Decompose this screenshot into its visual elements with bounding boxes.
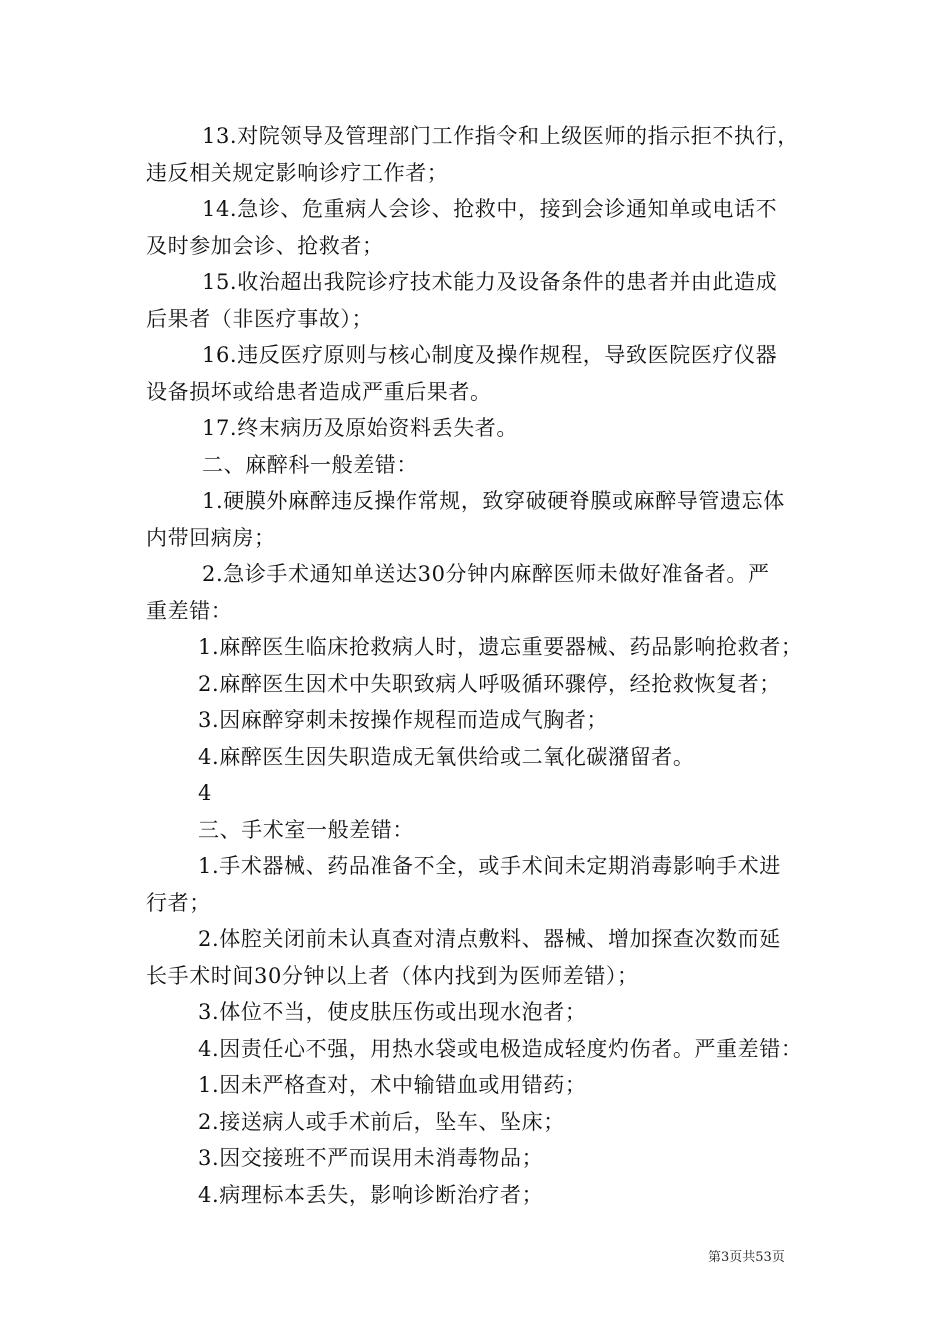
section-heading: 二、麻醉科一般差错： [202,452,418,477]
paragraph-line: 4.麻醉医生因失职造成无氧供给或二氧化碳潴留者。 [198,744,695,769]
paragraph-line: 内带回病房； [146,525,276,550]
paragraph-line: 14.急诊、危重病人会诊、抢救中，接到会诊通知单或电话不 [202,197,778,221]
page-footer-number: 第3页共53页 [708,1250,785,1265]
paragraph-line: 15.收治超出我院诊疗技术能力及设备条件的患者并由此造成 [202,270,778,294]
paragraph-line: 及时参加会诊、抢救者； [146,233,384,258]
paragraph-line: 长手术时间30分钟以上者（体内找到为医师差错）； [146,963,639,988]
paragraph-line: 1.手术器械、药品准备不全，或手术间未定期消毒影响手术进 [198,854,781,878]
paragraph-line: 行者； [146,890,211,915]
inline-page-number: 4 [198,781,212,805]
paragraph-line: 13.对院领导及管理部门工作指令和上级医师的指示拒不执行， [202,124,799,148]
section-heading: 三、手术室一般差错： [198,817,414,842]
document-body [146,118,810,1213]
paragraph-line: 2.体腔关闭前未认真查对清点敷料、器械、增加探查次数而延 [198,927,781,951]
paragraph-line: 1.麻醉医生临床抢救病人时，遗忘重要器械、药品影响抢救者； [198,635,803,659]
paragraph-line: 3.因麻醉穿刺未按操作规程而造成气胸者； [198,708,609,732]
paragraph-line: 3.因交接班不严而误用未消毒物品； [198,1146,544,1170]
paragraph-line: 2.急诊手术通知单送达30分钟内麻醉医师未做好准备者。严 [202,562,770,586]
paragraph-line: 2.麻醉医生因术中失职致病人呼吸循环骤停，经抢救恢复者； [198,671,781,696]
paragraph-line: 16.违反医疗原则与核心制度及操作规程，导致医院医疗仪器 [202,343,778,367]
paragraph-line: 重差错： [146,598,233,623]
paragraph-line: 4.病理标本丢失，影响诊断治疗者； [198,1182,544,1207]
paragraph-line: 2.接送病人或手术前后，坠车、坠床； [198,1109,565,1134]
paragraph-line: 1.硬膜外麻醉违反操作常规，致穿破硬脊膜或麻醉导管遗忘体 [202,489,785,513]
paragraph-line: 3.体位不当，使皮肤压伤或出现水泡者； [198,1000,587,1024]
paragraph-line: 4.因责任心不强，用热水袋或电极造成轻度灼伤者。严重差错： [198,1036,803,1061]
paragraph-line: 设备损坏或给患者造成严重后果者。 [146,379,492,404]
paragraph-line: 后果者（非医疗事故）； [146,306,374,331]
paragraph-line: 违反相关规定影响诊疗工作者； [146,160,449,185]
paragraph-line: 1.因未严格查对，术中输错血或用错药； [198,1073,587,1097]
paragraph-line: 17.终末病历及原始资料丢失者。 [202,416,518,440]
